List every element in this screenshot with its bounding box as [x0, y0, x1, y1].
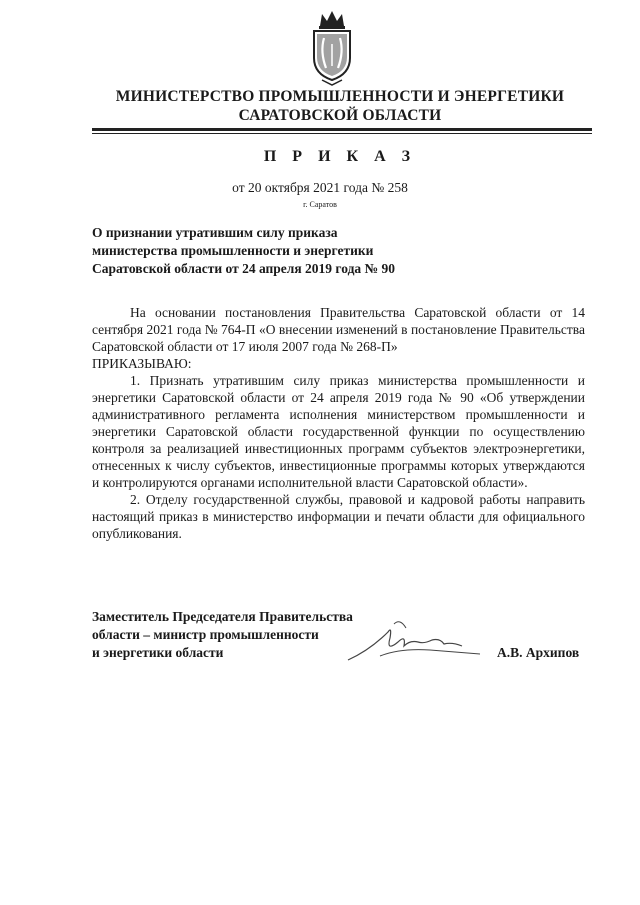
order-item-1: 1. Признать утратившим силу приказ министерства промышленности и энергетики Саратовской области от 24 апреля 2019 года № 90 «Об утверждении административного регламента исполнения министерством промышленности и энергетики Саратовской области государственной функции по осуществлению контроля за реализацией инвестиционных программ субъектов электроэнергетики, отнесенных к числу субъектов, инвестиционные программы которых утверждаются и контролируются органами исполнительной власти Саратовской области». [92, 373, 585, 490]
signatory-title-line: и энергетики области [92, 645, 224, 660]
header-divider-thin [92, 133, 592, 134]
ministry-name-line1: МИНИСТЕРСТВО ПРОМЫШЛЕННОСТИ И ЭНЕРГЕТИКИ [115, 88, 565, 105]
subject-line: О признании утратившим силу приказа [92, 225, 338, 240]
order-title: П Р И К А З [263, 148, 417, 165]
basis-paragraph: На основании постановления Правительства Саратовской области от 14 сентября 2021 года № 764-П «О внесении изменений в постановление Правительства Саратовской области от 17 июля 2007 года № 268-П» [92, 305, 585, 354]
subject-line: Саратовской области от 24 апреля 2019 года № 90 [92, 261, 395, 276]
order-date-number: от 20 октября 2021 года № 258 [232, 180, 408, 195]
signatory-name: А.В. Архипов [497, 645, 580, 660]
order-item-2: 2. Отделу государственной службы, правовой и кадровой работы направить настоящий приказ в министерство информации и печати области для официального опубликования. [92, 492, 585, 541]
order-city: г. Саратов [303, 200, 337, 209]
order-body [92, 304, 585, 542]
signatory-title-line: области – министр промышленности [92, 627, 319, 642]
order-word: ПРИКАЗЫВАЮ: [92, 356, 192, 371]
handwritten-signature-icon [340, 612, 490, 672]
coat-of-arms-icon [302, 6, 362, 86]
ministry-name-line2: САРАТОВСКОЙ ОБЛАСТИ [238, 107, 442, 124]
header-divider-thick [92, 128, 592, 131]
signatory-title-line: Заместитель Председателя Правительства [92, 609, 353, 624]
order-subject [92, 224, 512, 278]
subject-line: министерства промышленности и энергетики [92, 243, 374, 258]
